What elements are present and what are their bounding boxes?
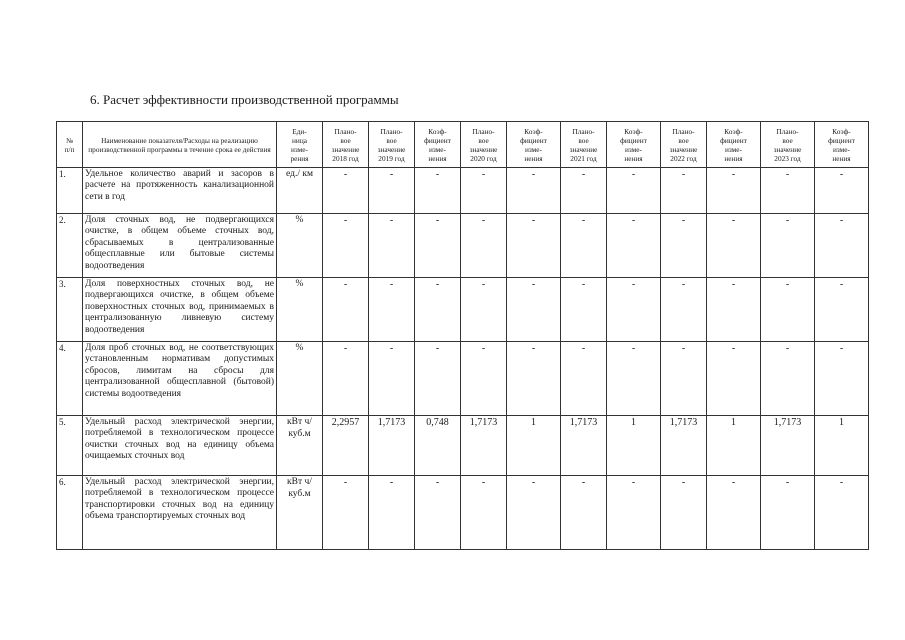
header-cell xyxy=(507,122,561,168)
unit-cell: кВт ч/куб.м xyxy=(277,476,323,550)
unit-cell: % xyxy=(277,214,323,278)
value-cell: - xyxy=(323,168,369,214)
unit-cell: % xyxy=(277,342,323,416)
header-text: № п/п xyxy=(64,135,75,154)
value-cell: - xyxy=(561,476,607,550)
value-cell: - xyxy=(661,476,707,550)
value-cell: - xyxy=(369,476,415,550)
header-cell xyxy=(707,122,761,168)
header-text: Плано- вое значение 2022 год xyxy=(669,126,698,163)
value-cell: - xyxy=(607,342,661,416)
header-text: Плано- вое значение 2018 год xyxy=(331,126,360,163)
value-cell: - xyxy=(323,476,369,550)
value-cell: 2,2957 xyxy=(323,416,369,476)
header-cell xyxy=(323,122,369,168)
value-cell: - xyxy=(707,342,761,416)
value-cell: - xyxy=(661,342,707,416)
value-cell: - xyxy=(561,342,607,416)
value-cell: - xyxy=(607,168,661,214)
value-cell: - xyxy=(707,278,761,342)
value-cell: - xyxy=(415,476,461,550)
value-cell: - xyxy=(707,168,761,214)
value-cell: - xyxy=(461,342,507,416)
header-text: Плано- вое значение 2021 год xyxy=(569,126,598,163)
table-row xyxy=(57,168,869,214)
value-cell: - xyxy=(369,168,415,214)
indicator-name: Доля проб сточных вод, не соответствующих установленным нормативам допустимых сбросов, лимитам на сбросы для централизованной общесплавной (бытовой) системы водоотведения xyxy=(83,342,277,416)
header-cell xyxy=(57,122,83,168)
value-cell: 1,7173 xyxy=(369,416,415,476)
value-cell: - xyxy=(815,168,869,214)
value-cell: - xyxy=(507,278,561,342)
table-row xyxy=(57,278,869,342)
value-cell: - xyxy=(323,342,369,416)
value-cell: - xyxy=(561,168,607,214)
row-number: 5. xyxy=(57,416,83,476)
value-cell: - xyxy=(461,278,507,342)
value-cell: - xyxy=(369,342,415,416)
unit-cell: ед./ км xyxy=(277,168,323,214)
header-text: Коэф- фициент изме- нения xyxy=(720,126,747,163)
table-row xyxy=(57,416,869,476)
header-cell xyxy=(661,122,707,168)
header-text: Плано- вое значение 2023 год xyxy=(773,126,802,163)
value-cell: - xyxy=(323,214,369,278)
value-cell: - xyxy=(507,476,561,550)
value-cell: - xyxy=(707,476,761,550)
indicator-name: Удельный расход электрической энергии, потребляемой в технологическом процессе транспортировки сточных вод на единицу объема транспортируемых сточных вод xyxy=(83,476,277,550)
header-text: Коэф- фициент изме- нения xyxy=(620,126,647,163)
header-text: Еди- ница изме- рения xyxy=(290,126,309,163)
value-cell: 1 xyxy=(607,416,661,476)
value-cell: - xyxy=(815,214,869,278)
row-number: 3. xyxy=(57,278,83,342)
header-cell xyxy=(461,122,507,168)
header-text: Наименование показателя/Расходы на реализацию производственной программы в течение срока ее действия xyxy=(88,135,271,154)
value-cell: - xyxy=(461,168,507,214)
header-cell xyxy=(761,122,815,168)
header-text: Коэф- фициент изме- нения xyxy=(828,126,855,163)
header-cell xyxy=(83,122,277,168)
value-cell: 1 xyxy=(507,416,561,476)
value-cell: - xyxy=(461,476,507,550)
row-number: 6. xyxy=(57,476,83,550)
value-cell: - xyxy=(661,278,707,342)
value-cell: 1 xyxy=(815,416,869,476)
value-cell: - xyxy=(369,278,415,342)
value-cell: - xyxy=(661,168,707,214)
indicator-name: Удельное количество аварий и засоров в расчете на протяженность канализационной сети в год xyxy=(83,168,277,214)
row-number: 4. xyxy=(57,342,83,416)
value-cell: - xyxy=(661,214,707,278)
value-cell: - xyxy=(507,168,561,214)
header-cell xyxy=(277,122,323,168)
header-cell xyxy=(607,122,661,168)
value-cell: - xyxy=(761,476,815,550)
indicator-name: Доля поверхностных сточных вод, не подвергающихся очистке, в общем объеме поверхностных сточных вод, принимаемых в централизованную ливневую систему водоотведения xyxy=(83,278,277,342)
indicator-name: Доля сточных вод, не подвергающихся очистке, в общем объеме сточных вод, сбрасываемых в централизованные общесплавные или бытовые системы водоотведения xyxy=(83,214,277,278)
efficiency-table xyxy=(56,121,869,550)
value-cell: - xyxy=(461,214,507,278)
value-cell: - xyxy=(815,278,869,342)
value-cell: 0,748 xyxy=(415,416,461,476)
value-cell: 1,7173 xyxy=(461,416,507,476)
value-cell: - xyxy=(369,214,415,278)
unit-cell: % xyxy=(277,278,323,342)
value-cell: - xyxy=(815,342,869,416)
value-cell: - xyxy=(761,278,815,342)
value-cell: - xyxy=(415,278,461,342)
value-cell: - xyxy=(607,214,661,278)
table-row xyxy=(57,342,869,416)
header-cell xyxy=(415,122,461,168)
header-cell xyxy=(369,122,415,168)
value-cell: - xyxy=(507,342,561,416)
header-row xyxy=(57,122,869,168)
value-cell: - xyxy=(561,214,607,278)
value-cell: - xyxy=(761,342,815,416)
value-cell: - xyxy=(761,168,815,214)
value-cell: 1,7173 xyxy=(661,416,707,476)
value-cell: 1,7173 xyxy=(561,416,607,476)
value-cell: - xyxy=(607,476,661,550)
value-cell: - xyxy=(707,214,761,278)
value-cell: - xyxy=(761,214,815,278)
unit-cell: кВт ч/куб.м xyxy=(277,416,323,476)
value-cell: - xyxy=(607,278,661,342)
value-cell: - xyxy=(561,278,607,342)
value-cell: 1 xyxy=(707,416,761,476)
header-text: Плано- вое значение 2019 год xyxy=(377,126,406,163)
header-cell xyxy=(815,122,869,168)
header-text: Коэф- фициент изме- нения xyxy=(520,126,547,163)
row-number: 1. xyxy=(57,168,83,214)
value-cell: - xyxy=(415,168,461,214)
header-cell xyxy=(561,122,607,168)
value-cell: - xyxy=(507,214,561,278)
section-title: 6. Расчет эффективности производственной программы xyxy=(90,92,399,107)
value-cell: - xyxy=(815,476,869,550)
value-cell: 1,7173 xyxy=(761,416,815,476)
table-row xyxy=(57,214,869,278)
row-number: 2. xyxy=(57,214,83,278)
value-cell: - xyxy=(323,278,369,342)
value-cell: - xyxy=(415,342,461,416)
table-row xyxy=(57,476,869,550)
header-text: Плано- вое значение 2020 год xyxy=(469,126,498,163)
indicator-name: Удельный расход электрической энергии, потребляемой в технологическом процессе очистки сточных вод на единицу объема очищаемых сточных вод xyxy=(83,416,277,476)
header-text: Коэф- фициент изме- нения xyxy=(424,126,451,163)
value-cell: - xyxy=(415,214,461,278)
